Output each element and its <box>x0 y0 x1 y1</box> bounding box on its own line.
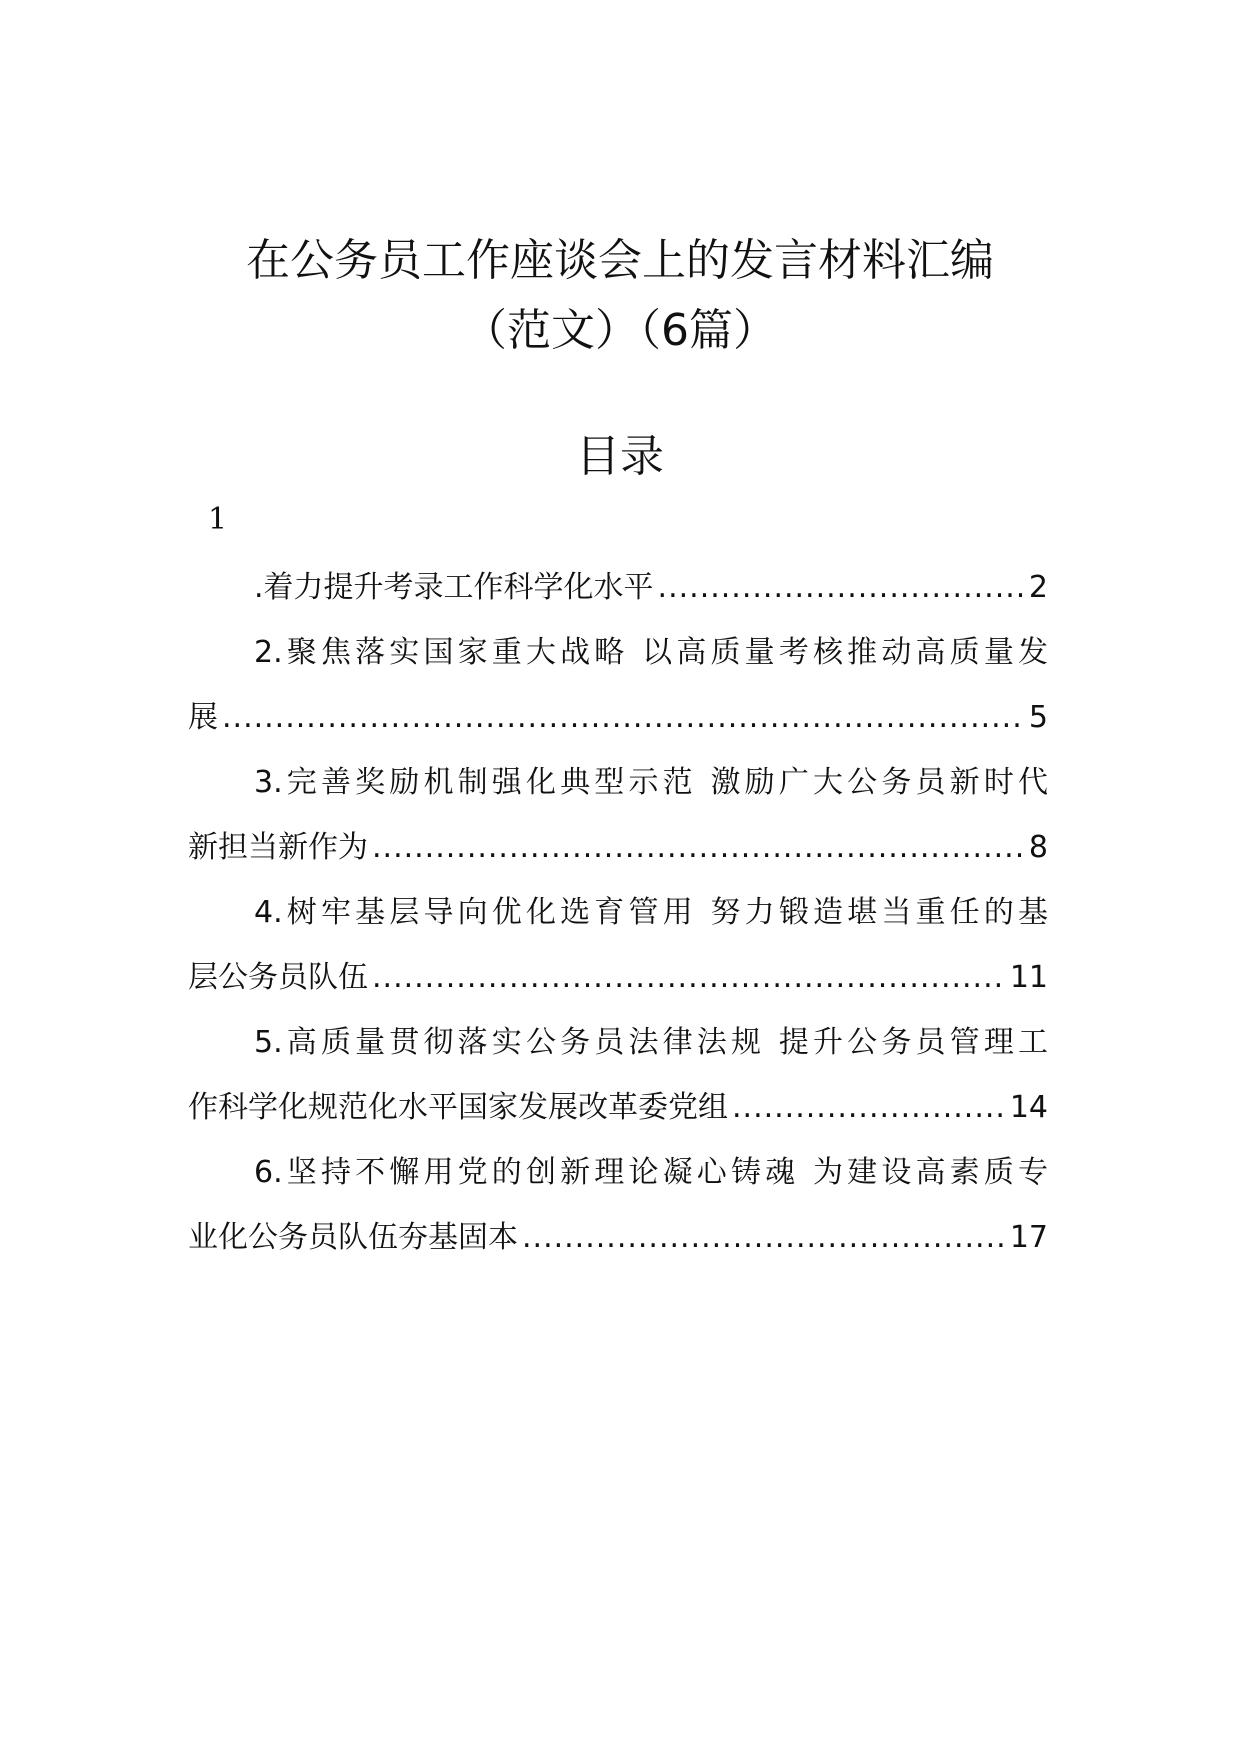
toc-leader-dots <box>658 555 1025 620</box>
stray-number: 1 <box>208 502 228 537</box>
toc-entry-2-line-2[interactable] <box>188 685 1048 750</box>
toc-entry-6-line-1[interactable] <box>188 1140 1048 1205</box>
toc-entry-4-page: 11 <box>1009 960 1048 995</box>
toc-entry-4-line-2[interactable] <box>188 945 1048 1010</box>
table-of-contents <box>188 555 1048 1270</box>
toc-entry-2-title-part-1: 2.聚焦落实国家重大战略 以高质量考核推动高质量发 <box>254 635 1048 670</box>
toc-entry-3-title-part-1: 3.完善奖励机制强化典型示范 激励广大公务员新时代 <box>254 765 1048 800</box>
toc-heading: 目录 <box>576 431 664 482</box>
toc-entry-3-title-part-2: 新担当新作为 <box>188 830 368 865</box>
toc-entry-4-line-1[interactable] <box>188 880 1048 945</box>
toc-entry-1-title: .着力提升考录工作科学化水平 <box>254 570 654 605</box>
toc-entry-6-page: 17 <box>1009 1220 1048 1255</box>
toc-entry-4-title-part-2: 层公务员队伍 <box>188 960 368 995</box>
toc-leader-dots <box>222 685 1025 750</box>
toc-entry-3-line-1[interactable] <box>188 750 1048 815</box>
toc-entry-5-title-part-2: 作科学化规范化水平国家发展改革委党组 <box>188 1090 728 1125</box>
toc-entry-5-page: 14 <box>1009 1090 1048 1125</box>
toc-entry-5-line-1[interactable] <box>188 1010 1048 1075</box>
toc-entry-5-title-part-1: 5.高质量贯彻落实公务员法律法规 提升公务员管理工 <box>254 1025 1048 1060</box>
toc-entry-3-line-2[interactable] <box>188 815 1048 880</box>
toc-entry-1-page: 2 <box>1028 570 1048 605</box>
toc-leader-dots <box>522 1205 1006 1270</box>
document-title-line-1: 在公务员工作座谈会上的发言材料汇编 <box>246 235 994 286</box>
toc-entry-2-line-1[interactable] <box>188 620 1048 685</box>
toc-entry-4-title-part-1: 4.树牢基层导向优化选育管用 努力锻造堪当重任的基 <box>254 895 1048 930</box>
toc-entry-6-title-part-1: 6.坚持不懈用党的创新理论凝心铸魂 为建设高素质专 <box>254 1155 1048 1190</box>
toc-entry-5-line-2[interactable] <box>188 1075 1048 1140</box>
toc-entry-6-line-2[interactable] <box>188 1205 1048 1270</box>
toc-entry-6-title-part-2: 业化公务员队伍夯基固本 <box>188 1220 518 1255</box>
document-title-line-2: （范文）（6篇） <box>463 305 777 356</box>
toc-entry-2-title-part-2: 展 <box>188 700 218 735</box>
toc-leader-dots <box>732 1075 1006 1140</box>
toc-leader-dots <box>372 945 1006 1010</box>
toc-entry-3-page: 8 <box>1028 830 1048 865</box>
toc-leader-dots <box>372 815 1025 880</box>
toc-entry-1[interactable] <box>188 555 1048 620</box>
toc-entry-2-page: 5 <box>1028 700 1048 735</box>
